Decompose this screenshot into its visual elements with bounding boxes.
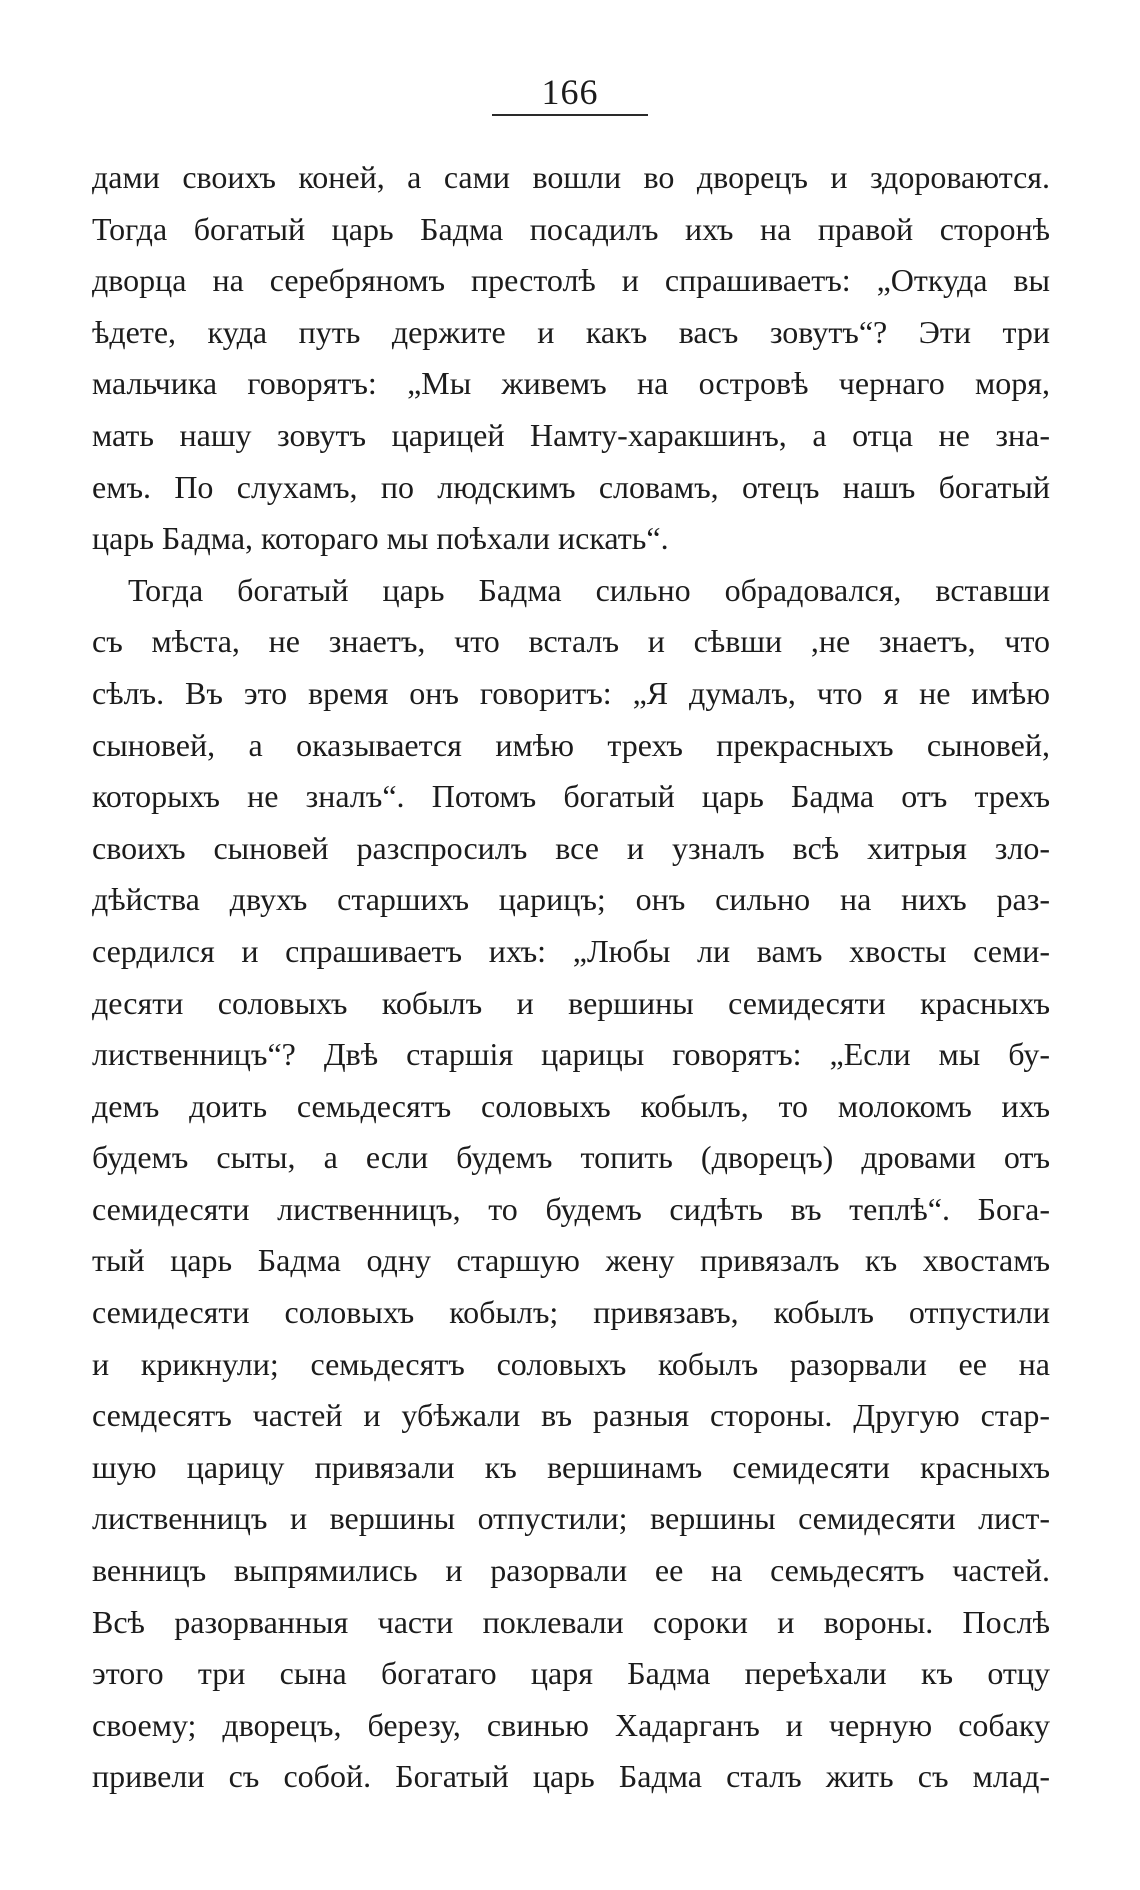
text-line: дами своихъ коней, а сами вошли во дворецъ и здороваются. <box>92 159 1050 195</box>
text-line-paragraph-end: царь Бадма, котораго мы поѣхали искать“. <box>92 520 669 557</box>
text-line: сѣлъ. Въ это время онъ говоритъ: „Я думалъ, что я не имѣю <box>92 674 1050 711</box>
text-line: будемъ сыты, а если будемъ топить (дворецъ) дровами отъ <box>92 1139 1050 1176</box>
page-number: 166 <box>541 72 599 112</box>
text-line: лиственницъ“? Двѣ старшія царицы говорятъ: „Если мы бу- <box>92 1036 1050 1073</box>
text-line: дворца на серебряномъ престолѣ и спрашиваетъ: „Откуда вы <box>92 262 1050 299</box>
text-line: своему; дворецъ, березу, свинью Хадарганъ и черную собаку <box>92 1706 1050 1743</box>
text-line: сердился и спрашиваетъ ихъ: „Любы ли вамъ хвосты семи- <box>92 932 1050 969</box>
text-line: десяти соловыхъ кобылъ и вершины семидесяти красныхъ <box>92 984 1050 1021</box>
text-line: тый царь Бадма одну старшую жену привязалъ къ хвостамъ <box>92 1242 1050 1279</box>
text-line: дѣйства двухъ старшихъ царицъ; онъ сильно на нихъ раз- <box>92 881 1050 918</box>
text-line: сыновей, а оказывается имѣю трехъ прекрасныхъ сыновей, <box>92 726 1050 763</box>
text-line: венницъ выпрямились и разорвали ее на семьдесятъ частей. <box>92 1552 1050 1589</box>
text-line: Всѣ разорванныя части поклевали сороки и вороны. Послѣ <box>92 1603 1050 1640</box>
text-line: этого три сына богатаго царя Бадма переѣхали къ отцу <box>92 1655 1050 1692</box>
text-line: емъ. По слухамъ, по людскимъ словамъ, отецъ нашъ богатый <box>92 468 1050 505</box>
text-line: съ мѣста, не знаетъ, что всталъ и сѣвши ,не знаетъ, что <box>92 623 1050 660</box>
text-line: семидесяти лиственницъ, то будемъ сидѣть въ теплѣ“. Бога- <box>92 1190 1050 1227</box>
text-line: лиственницъ и вершины отпустили; вершины семидесяти лист- <box>92 1500 1050 1537</box>
text-line: и крикнули; семьдесятъ соловыхъ кобылъ разорвали ее на <box>92 1345 1050 1382</box>
text-line: своихъ сыновей разспросилъ все и узналъ всѣ хитрыя зло- <box>92 829 1050 866</box>
text-line: семидесяти соловыхъ кобылъ; привязавъ, кобылъ отпустили <box>92 1294 1050 1331</box>
text-line: Тогда богатый царь Бадма посадилъ ихъ на правой сторонѣ <box>92 210 1050 247</box>
text-line-paragraph-start: Тогда богатый царь Бадма сильно обрадовался, вставши <box>128 571 1050 608</box>
text-body <box>92 152 1050 1803</box>
text-line: привели съ собой. Богатый царь Бадма сталъ жить съ млад- <box>92 1758 1050 1795</box>
text-line: мать нашу зовутъ царицей Намту-харакшинъ, а отца не зна- <box>92 416 1050 453</box>
text-line: которыхъ не зналъ“. Потомъ богатый царь Бадма отъ трехъ <box>92 778 1050 815</box>
text-line: ѣдете, куда путь держите и какъ васъ зовутъ“? Эти три <box>92 313 1050 350</box>
page-number-rule <box>492 114 648 116</box>
text-line: демъ доить семьдесятъ соловыхъ кобылъ, то молокомъ ихъ <box>92 1087 1050 1124</box>
text-line: шую царицу привязали къ вершинамъ семидесяти красныхъ <box>92 1448 1050 1485</box>
text-line: семдесятъ частей и убѣжали въ разныя стороны. Другую стар- <box>92 1397 1050 1434</box>
text-line: мальчика говорятъ: „Мы живемъ на островѣ чернаго моря, <box>92 365 1050 402</box>
